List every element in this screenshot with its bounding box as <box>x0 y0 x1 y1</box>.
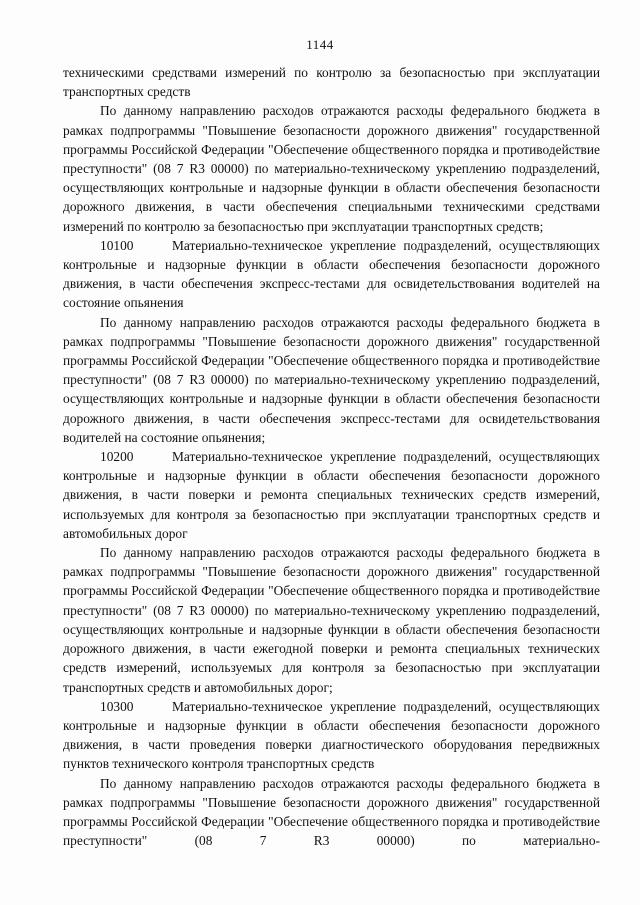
expense-code: 10200 <box>100 449 134 465</box>
paragraph-description: По данному направлению расходов отражаются расходы федерального бюджета в рамках подпрограммы "Повышение безопасности дорожного движения" государственной программы Российской Федерации "Обеспечение общественного порядка и противодействие преступности" (08 7 R3 00000) по материально- <box>63 775 600 849</box>
paragraph-description: По данному направлению расходов отражаются расходы федерального бюджета в рамках подпрограммы "Повышение безопасности дорожного движения" государственной программы Российской Федерации "Обеспечение общественного порядка и противодействие преступности" (08 7 R3 00000) по материально-техническому укреплению подразделений, осуществляющих контрольные и надзорные функции в области обеспечения безопасности дорожного движения, в части обеспечения экспресс-тестами для освидетельствования водителей на состояние опьянения; <box>63 314 600 445</box>
paragraph-description: По данному направлению расходов отражаются расходы федерального бюджета в рамках подпрограммы "Повышение безопасности дорожного движения" государственной программы Российской Федерации "Обеспечение общественного порядка и противодействие преступности" (08 7 R3 00000) по материально-техническому укреплению подразделений, осуществляющих контрольные и надзорные функции в области обеспечения безопасности дорожного движения, в части ежегодной поверки и ремонта специальных технических средств измерений, используемых для контроля за безопасностью при эксплуатации транспортных средств и автомобильных дорог; <box>63 545 600 695</box>
expense-code-title: Материально-техническое укрепление подразделений, осуществляющих контрольные и надзорные функции в области обеспечения безопасности дорожного движения, в части обеспечения экспресс-тестами для освидетельствования водителей на состояние опьянения <box>63 237 600 311</box>
expense-code: 10100 <box>100 237 134 253</box>
page-number: 1144 <box>306 37 334 52</box>
document-body <box>63 63 600 850</box>
expense-code-item <box>63 447 600 543</box>
expense-code-item <box>63 236 600 313</box>
paragraph-continuation: техническими средствами измерений по контролю за безопасностью при эксплуатации транспортных средств <box>63 65 600 100</box>
expense-code: 10300 <box>100 698 134 714</box>
expense-code-item <box>63 697 600 774</box>
paragraph-description: По данному направлению расходов отражаются расходы федерального бюджета в рамках подпрограммы "Повышение безопасности дорожного движения" государственной программы Российской Федерации "Обеспечение общественного порядка и противодействие преступности" (08 7 R3 00000) по материально-техническому укреплению подразделений, осуществляющих контрольные и надзорные функции в области обеспечения безопасности дорожного движения, в части обеспечения специальными техническими средствами измерений по контролю за безопасностью при эксплуатации транспортных средств; <box>63 103 600 234</box>
expense-code-title: Материально-техническое укрепление подразделений, осуществляющих контрольные и надзорные функции в области обеспечения безопасности дорожного движения, в части проведения поверки диагностического оборудования передвижных пунктов технического контроля транспортных средств <box>63 698 600 772</box>
expense-code-title: Материально-техническое укрепление подразделений, осуществляющих контрольные и надзорные функции в области обеспечения безопасности дорожного движения, в части поверки и ремонта специальных технических средств измерений, используемых для контроля за безопасностью при эксплуатации транспортных средств и автомобильных дорог <box>63 449 600 541</box>
